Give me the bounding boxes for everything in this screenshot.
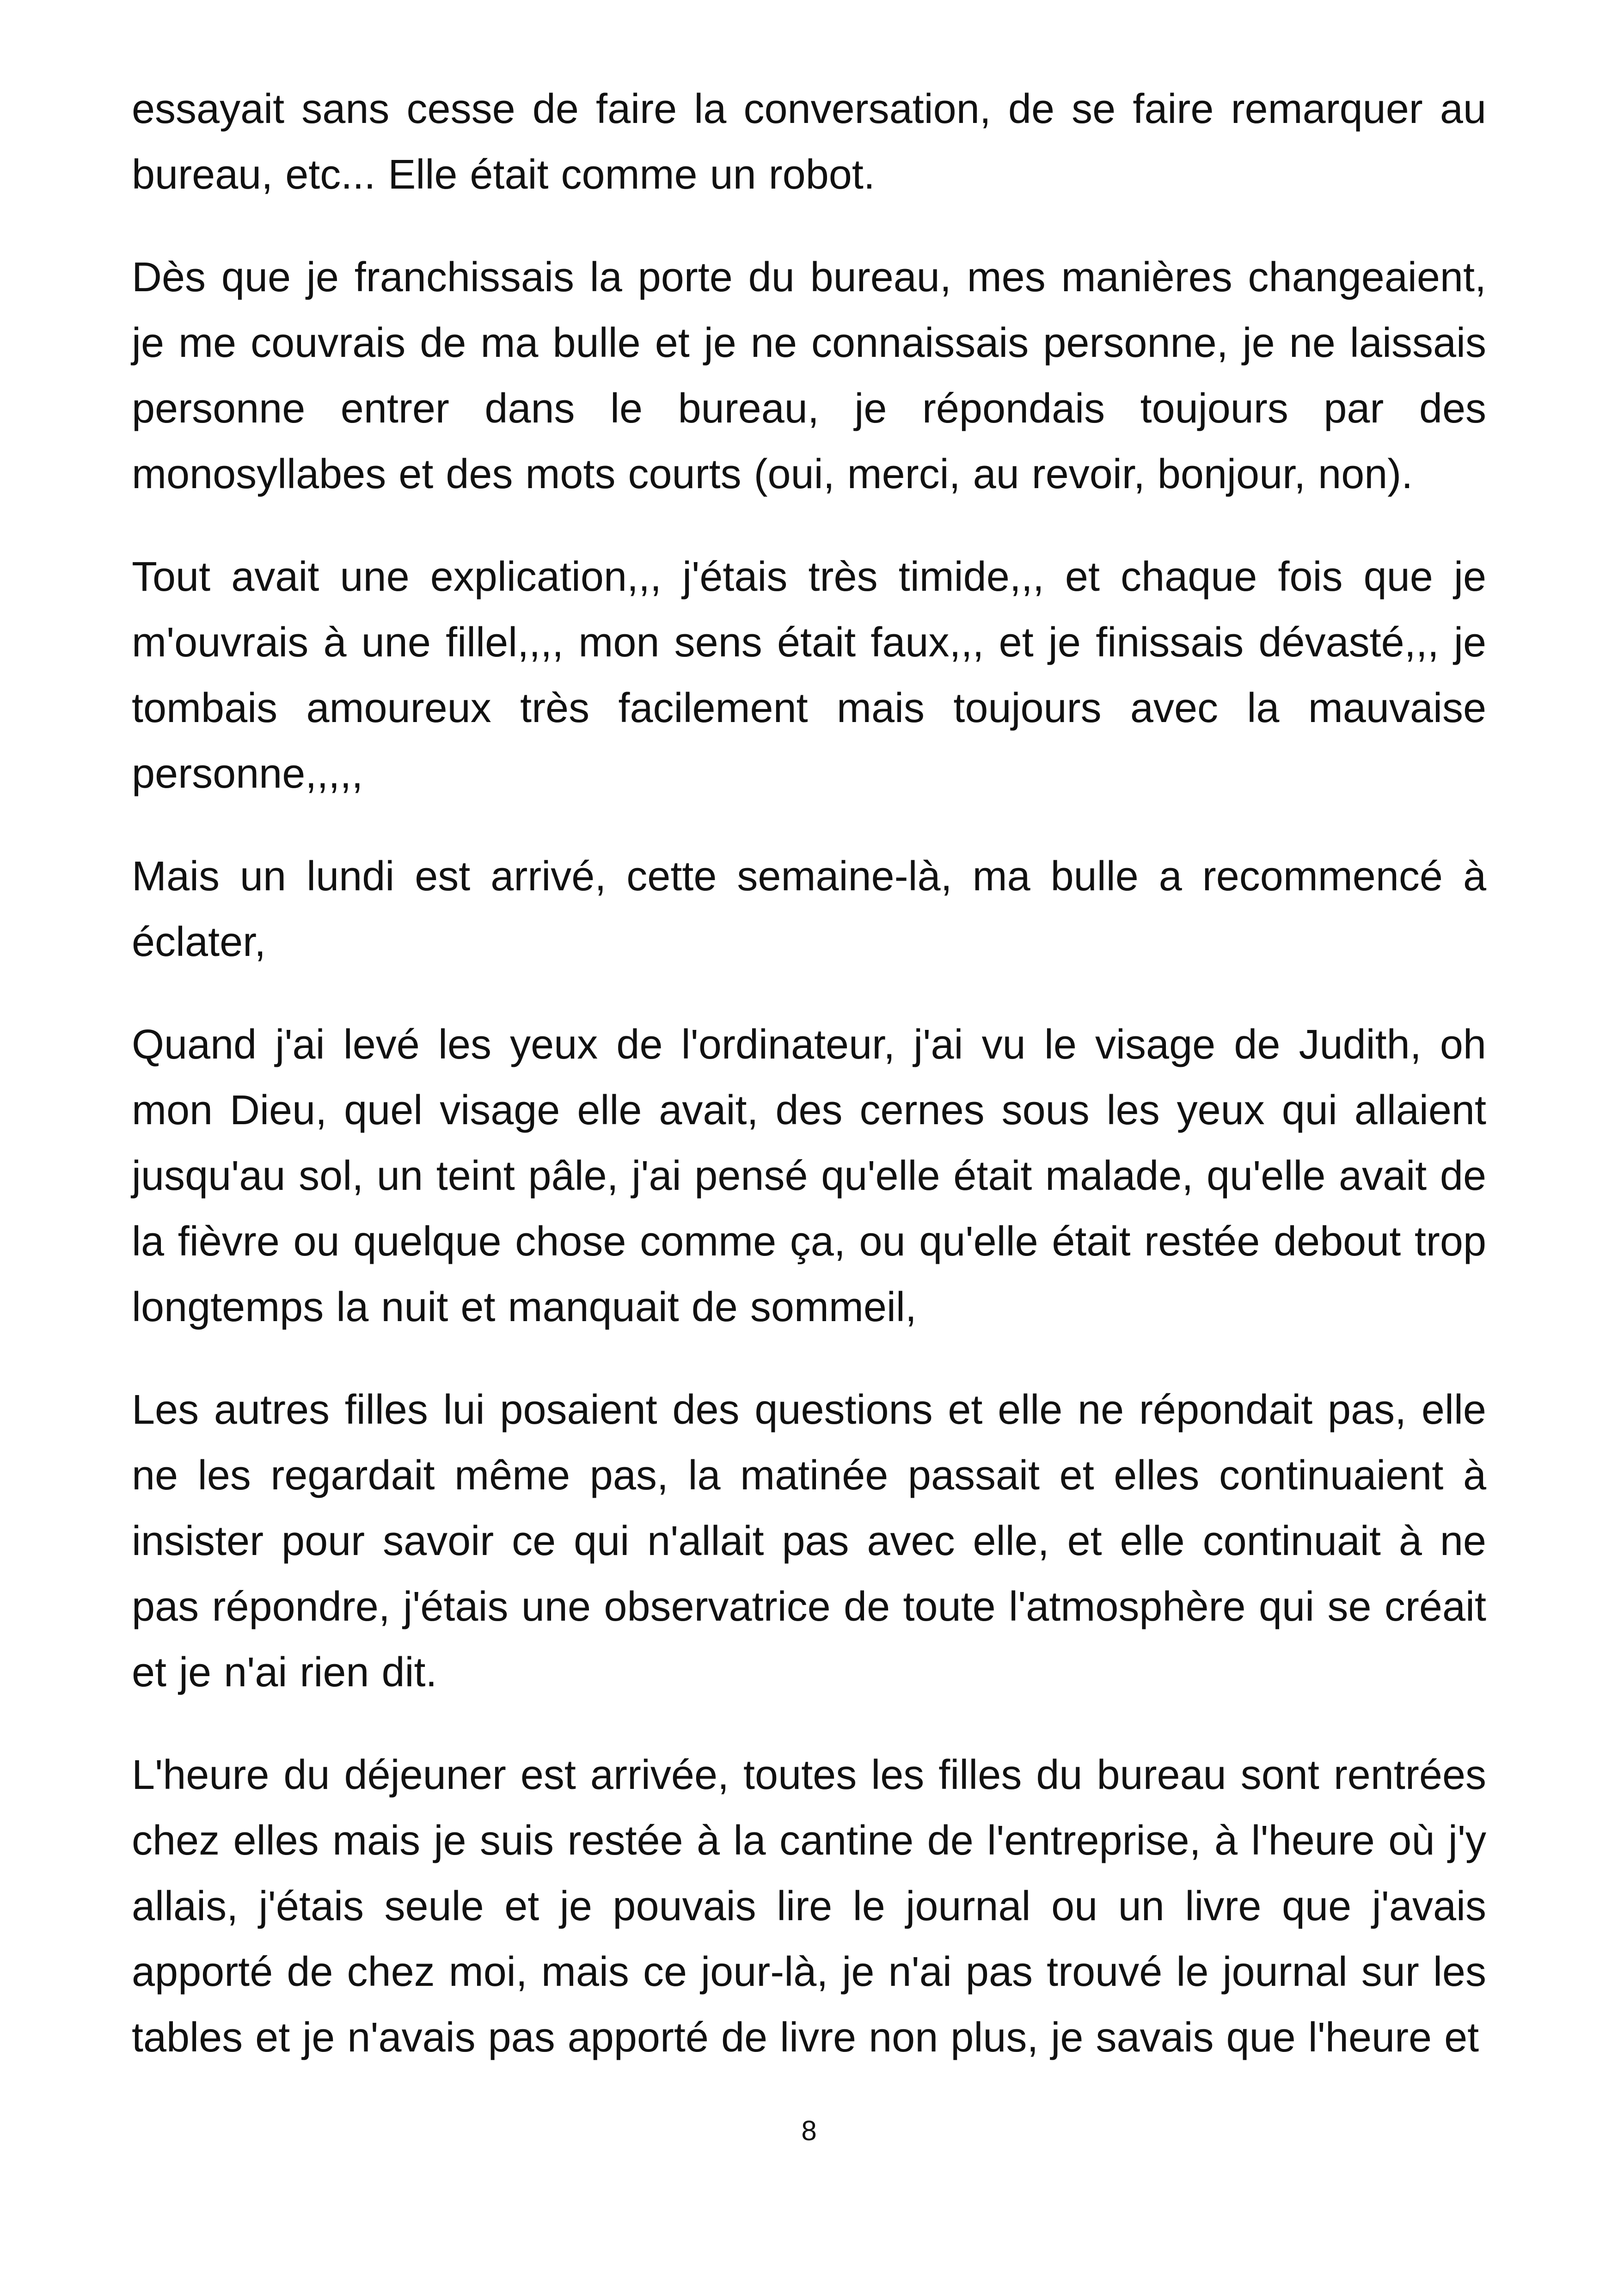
paragraph-4: Mais un lundi est arrivé, cette semaine-là, ma bulle a recommencé à éclater, bbox=[132, 853, 1486, 965]
paragraph-6: Les autres filles lui posaient des questions et elle ne répondait pas, elle ne les regardait même pas, la matinée passait et elles continuaient à insister pour savoir ce qui n'allait pas avec elle, et elle continuait à ne pas répondre, j'étais une observatrice de toute l'atmosphère qui se créait et je n'ai rien dit. bbox=[132, 1387, 1486, 1696]
paragraph-3: Tout avait une explication,,, j'étais très timide,,, et chaque fois que je m'ouvrais à une fillel,,,, mon sens était faux,,, et je finissais dévasté,,, je tombais amoureux très facilement mais toujours avec la mauvaise personne,,,,, bbox=[132, 554, 1486, 797]
paragraph-2: Dès que je franchissais la porte du bureau, mes manières changeaient, je me couvrais de ma bulle et je ne connaissais personne, je ne laissais personne entrer dans le bureau, je répondais toujours par des monosyllabes et des mots courts (oui, merci, au revoir, bonjour, non). bbox=[132, 254, 1486, 497]
page-number: 8 bbox=[801, 2115, 817, 2146]
paragraph-5: Quand j'ai levé les yeux de l'ordinateur, j'ai vu le visage de Judith, oh mon Dieu, quel visage elle avait, des cernes sous les yeux qui allaient jusqu'au sol, un teint pâle, j'ai pensé qu'elle était malade, qu'elle avait de la fièvre ou quelque chose comme ça, ou qu'elle était restée debout trop longtemps la nuit et manquait de sommeil, bbox=[132, 1022, 1486, 1330]
paragraph-1: essayait sans cesse de faire la conversation, de se faire remarquer au bureau, etc... Elle était comme un robot. bbox=[132, 86, 1486, 198]
paragraph-7: L'heure du déjeuner est arrivée, toutes les filles du bureau sont rentrées chez elles mais je suis restée à la cantine de l'entreprise, à l'heure où j'y allais, j'étais seule et je pouvais lire le journal ou un livre que j'avais apporté de chez moi, mais ce jour-là, je n'ai pas trouvé le journal sur les tables et je n'avais pas apporté de livre non plus, je savais que l'heure et bbox=[132, 1752, 1486, 2061]
text-body bbox=[132, 76, 1486, 2107]
